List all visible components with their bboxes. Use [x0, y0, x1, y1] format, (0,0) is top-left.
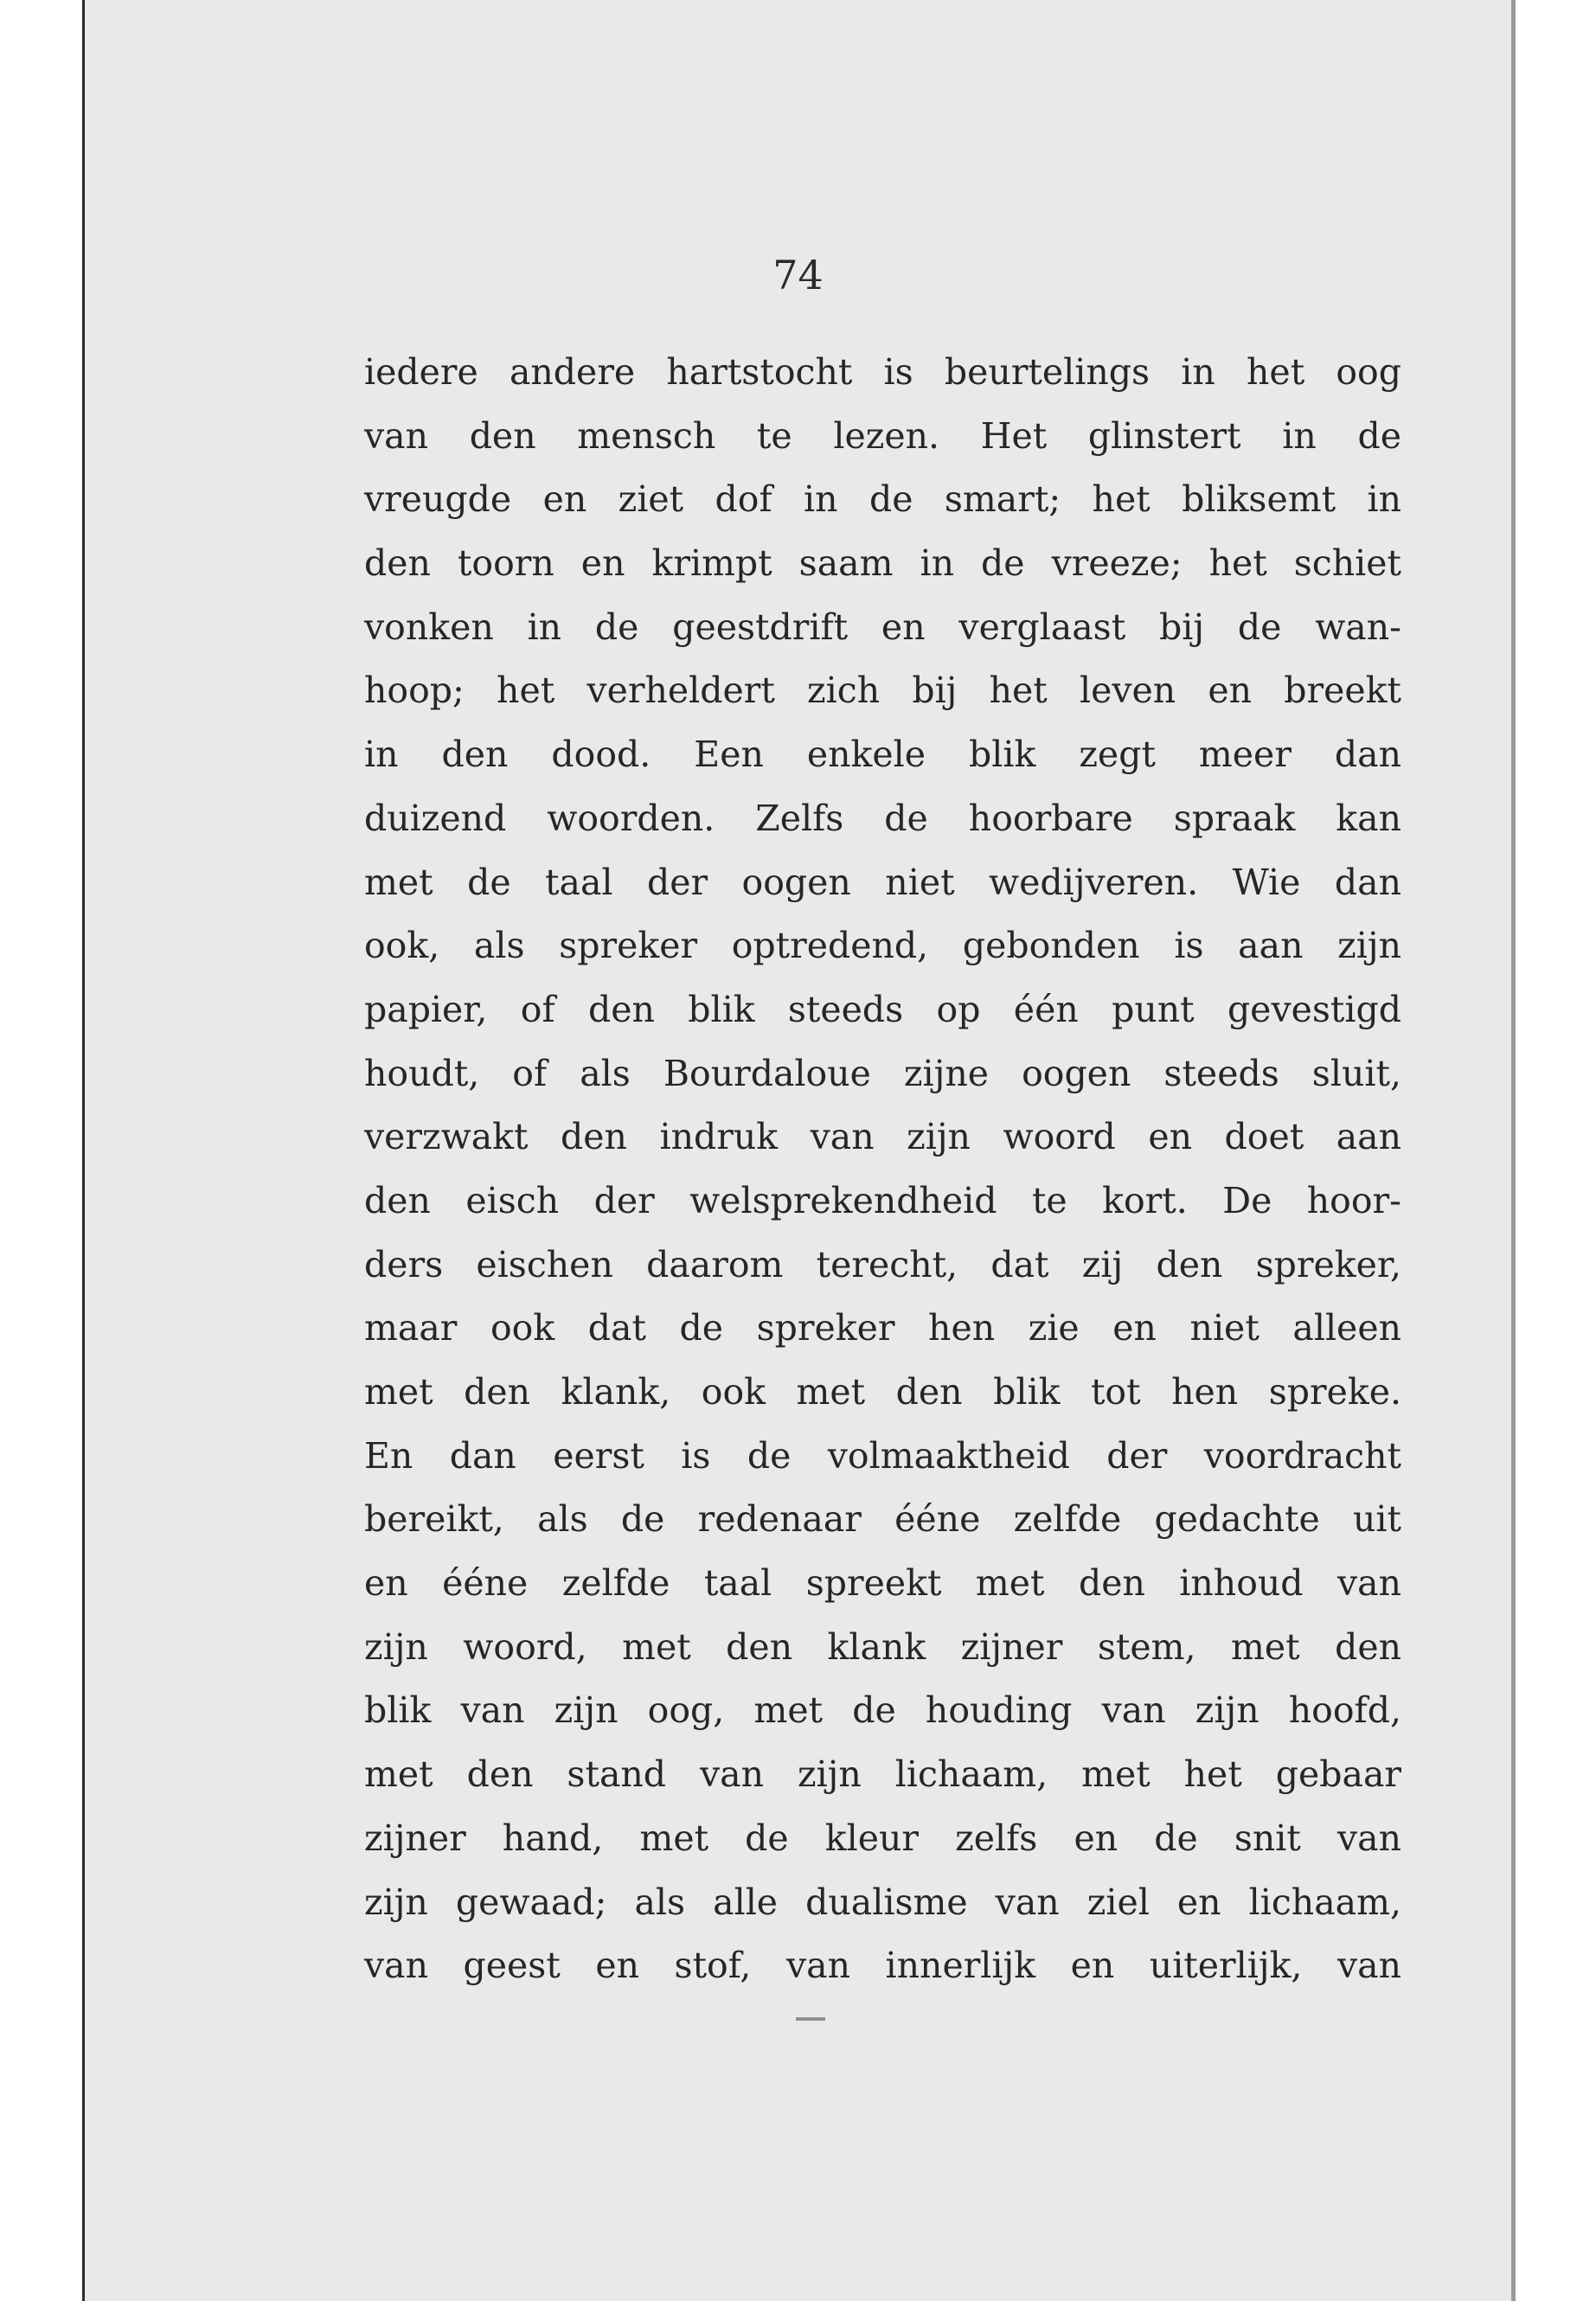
text-line: zijn gewaad; als alle dualisme van ziel en lichaam,	[364, 1881, 1401, 1923]
text-line: bereikt, als de redenaar ééne zelfde gedachte uit	[364, 1498, 1401, 1541]
text-line: met den klank, ook met den blik tot hen spreke.	[364, 1371, 1401, 1413]
text-line: maar ook dat de spreker hen zie en niet alleen	[364, 1307, 1401, 1349]
text-line: duizend woorden. Zelfs de hoorbare spraak kan	[364, 797, 1401, 839]
text-line: ders eischen daarom terecht, dat zij den spreker,	[364, 1243, 1401, 1285]
text-line: den toorn en krimpt saam in de vreeze; het schiet	[364, 542, 1401, 585]
text-line: met de taal der oogen niet wedijveren. Wie dan	[364, 861, 1401, 903]
text-line: vonken in de geestdrift en verglaast bij de wan-	[364, 606, 1401, 648]
text-line: in den dood. Een enkele blik zegt meer dan	[364, 734, 1401, 776]
text-line: ook, als spreker optredend, gebonden is aan zijn	[364, 925, 1401, 967]
page-number: 74	[772, 252, 824, 298]
text-line: papier, of den blik steeds op één punt gevestigd	[364, 988, 1401, 1030]
body-text	[364, 341, 1401, 1998]
text-line: iedere andere hartstocht is beurtelings in het oog	[364, 351, 1401, 393]
text-line: van den mensch te lezen. Het glinstert in de	[364, 414, 1401, 457]
catchword-dash	[796, 2017, 825, 2021]
text-line: vreugde en ziet dof in de smart; het bliksemt in	[364, 478, 1401, 521]
text-line: den eisch der welsprekendheid te kort. De hoor-	[364, 1179, 1401, 1221]
text-line: houdt, of als Bourdaloue zijne oogen steeds sluit,	[364, 1052, 1401, 1094]
page-edge-shadow	[1511, 0, 1516, 2301]
text-line: zijn woord, met den klank zijner stem, met den	[364, 1625, 1401, 1668]
text-line: verzwakt den indruk van zijn woord en doet aan	[364, 1116, 1401, 1158]
text-line: en ééne zelfde taal spreekt met den inhoud van	[364, 1562, 1401, 1605]
text-line: met den stand van zijn lichaam, met het gebaar	[364, 1753, 1401, 1796]
text-line: zijner hand, met de kleur zelfs en de snit van	[364, 1817, 1401, 1859]
text-line: blik van zijn oog, met de houding van zijn hoofd,	[364, 1689, 1401, 1732]
text-line: van geest en stof, van innerlijk en uiterlijk, van	[364, 1945, 1401, 1987]
text-line: En dan eerst is de volmaaktheid der voordracht	[364, 1434, 1401, 1477]
text-line: hoop; het verheldert zich bij het leven en breekt	[364, 670, 1401, 712]
